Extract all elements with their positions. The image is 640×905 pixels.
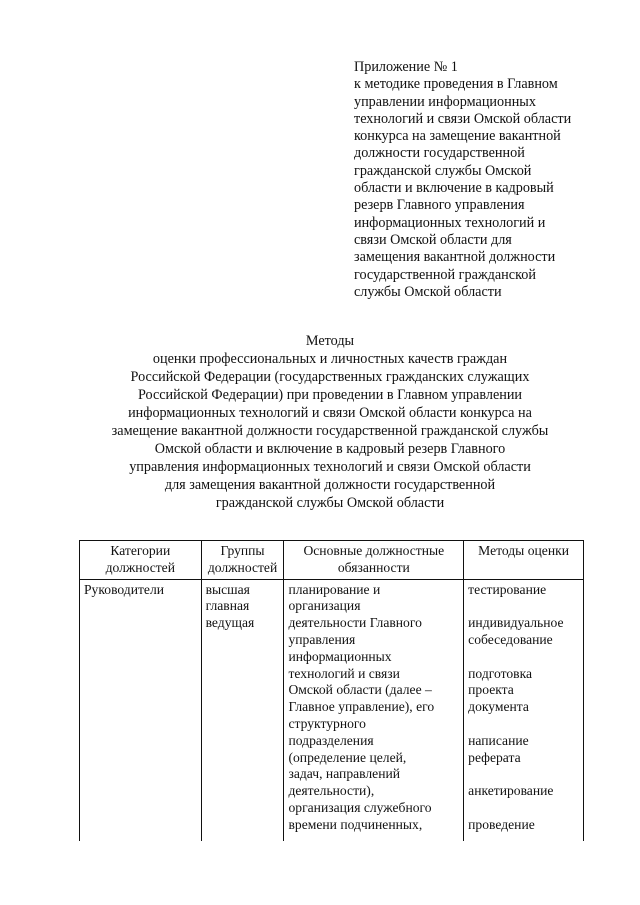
appendix-line: области и включение в кадровый: [354, 180, 554, 197]
appendix-line: Приложение № 1: [354, 59, 458, 75]
cell-category: Руководители: [80, 579, 202, 841]
duty-line: структурного: [288, 715, 366, 731]
appendix-line: государственной гражданской: [354, 266, 536, 283]
appendix-line: резерв Главного управления: [354, 197, 525, 214]
method-line: собеседование: [468, 631, 553, 647]
header-methods: [464, 541, 584, 580]
method-gap: [468, 598, 579, 615]
appendix-line: гражданской службы Омской: [354, 162, 532, 179]
duty-line: технологий и связи: [288, 665, 400, 681]
method-line: проведение: [468, 816, 535, 832]
header-text: Методы оценки: [478, 543, 569, 558]
appendix-line: информационных технологий и: [354, 214, 546, 231]
title-line: замещение вакантной должности государственной гражданской службы: [111, 423, 549, 439]
title-line: Российской Федерации (государственных гражданских служащих: [130, 369, 530, 385]
title-line: оценки профессиональных и личностных качеств граждан: [152, 351, 508, 367]
appendix-header: [354, 59, 604, 301]
method-line: индивидуальное: [468, 615, 564, 631]
header-text: обязанности: [337, 559, 410, 575]
title-line: для замещения вакантной должности государственной: [164, 477, 496, 493]
appendix-line: технологий и связи Омской области: [354, 110, 572, 127]
method-line: документа: [468, 699, 529, 715]
duty-line: времени подчиненных,: [288, 816, 423, 832]
method-gap: [468, 716, 579, 733]
method-gap: [468, 766, 579, 783]
duty-line: подразделения: [288, 732, 374, 748]
group-item: высшая: [205, 581, 250, 597]
table-row: [80, 579, 584, 841]
cell-methods: [464, 579, 584, 841]
method-line: проекта: [468, 682, 514, 698]
duty-line: Главное управление), его: [288, 699, 435, 715]
appendix-line: службы Омской области: [354, 283, 502, 300]
appendix-line: управлении информационных: [354, 93, 536, 110]
duty-line: Омской области (далее –: [288, 682, 432, 698]
appendix-line: замещения вакантной должности: [354, 249, 556, 266]
duty-line: деятельности Главного: [288, 615, 422, 631]
title-heading: Методы: [305, 333, 355, 349]
header-text: должностей: [105, 559, 175, 575]
method-line: анкетирование: [468, 783, 554, 799]
header-duties: [284, 541, 464, 580]
cell-groups: [201, 579, 284, 841]
duty-line: организация служебного: [288, 799, 432, 815]
methods-table: [79, 540, 584, 841]
appendix-line: связи Омской области для: [354, 231, 512, 248]
duty-line: планирование и: [288, 581, 381, 597]
appendix-line: к методике проведения в Главном: [354, 76, 558, 93]
appendix-line: конкурса на замещение вакантной: [354, 128, 561, 145]
group-item: ведущая: [205, 615, 255, 631]
title-line: Омской области и включение в кадровый резерв Главного: [154, 441, 506, 457]
title-line: информационных технологий и связи Омской области конкурса на: [128, 405, 532, 421]
duty-line: (определение целей,: [288, 749, 407, 765]
header-categories: [80, 541, 202, 580]
method-gap: [468, 800, 579, 817]
header-text: Основные должностные: [303, 543, 445, 558]
header-text: должностей: [207, 559, 278, 575]
method-line: реферата: [468, 749, 521, 765]
method-gap: [468, 649, 579, 666]
duty-line: деятельности),: [288, 783, 375, 799]
duty-line: управления: [288, 631, 356, 647]
header-text: Категории: [110, 543, 171, 558]
title-line: управления информационных технологий и связи Омской области: [129, 459, 531, 475]
document-title: [60, 332, 600, 512]
title-line: Российской Федерации) при проведении в Главном управлении: [137, 387, 523, 403]
table-header-row: [80, 541, 584, 580]
header-groups: [201, 541, 284, 580]
duty-line: организация: [288, 598, 361, 614]
cell-duties: [284, 579, 464, 841]
duty-line: информационных: [288, 648, 392, 664]
method-line: подготовка: [468, 665, 533, 681]
appendix-line: должности государственной: [354, 145, 525, 162]
method-line: написание: [468, 732, 529, 748]
duty-line: задач, направлений: [288, 766, 401, 782]
method-line: тестирование: [468, 581, 547, 597]
header-text: Группы: [220, 543, 265, 558]
group-item: главная: [205, 598, 250, 614]
title-line: гражданской службы Омской области: [215, 495, 445, 511]
